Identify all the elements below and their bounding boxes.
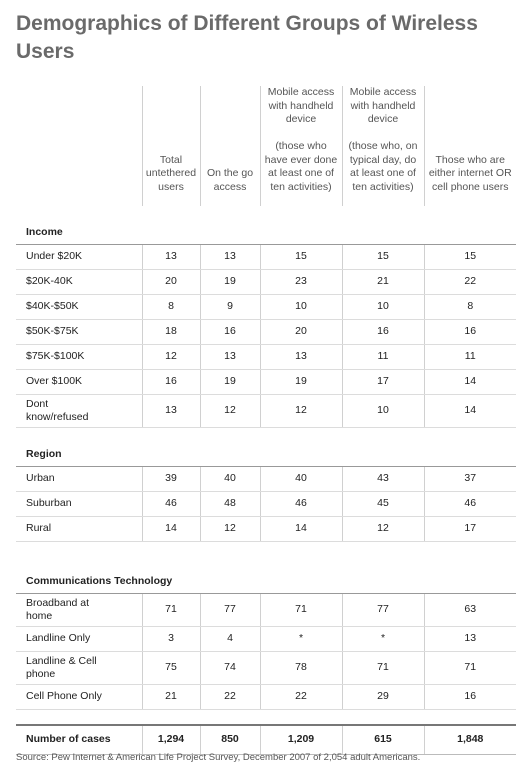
column-header: Total untethered users	[142, 86, 200, 206]
table-cell: 4	[200, 627, 260, 652]
section-header-row	[16, 542, 516, 594]
table-cell: *	[342, 627, 424, 652]
table-row	[16, 517, 516, 542]
table-cell: 21	[142, 685, 200, 710]
table-cell: 43	[342, 467, 424, 492]
table-cell: 17	[424, 517, 516, 542]
table-row	[16, 295, 516, 320]
divider-cell	[16, 710, 516, 726]
table-cell: 19	[200, 270, 260, 295]
total-row	[16, 725, 516, 755]
row-label: Under $20K	[16, 245, 142, 270]
row-label: Dont know/refused	[16, 395, 142, 428]
table-cell: 21	[342, 270, 424, 295]
table-row	[16, 685, 516, 710]
total-cell: 1,294	[142, 725, 200, 755]
table-cell: 15	[260, 245, 342, 270]
row-label: Rural	[16, 517, 142, 542]
table-cell: 71	[142, 594, 200, 627]
table-cell: 13	[424, 627, 516, 652]
table-cell: 14	[424, 370, 516, 395]
table-cell: 37	[424, 467, 516, 492]
column-header: Mobile access with handheld device (those who have ever done at least one of ten activities)	[260, 86, 342, 206]
demographics-table	[16, 86, 516, 755]
total-cell: 1,209	[260, 725, 342, 755]
table-cell: 16	[200, 320, 260, 345]
row-label: Over $100K	[16, 370, 142, 395]
table-cell: 19	[200, 370, 260, 395]
column-header: Those who are either internet OR cell phone users	[424, 86, 516, 206]
row-label: $50K-$75K	[16, 320, 142, 345]
table-cell: 46	[260, 492, 342, 517]
table-cell: 18	[142, 320, 200, 345]
table-cell: 78	[260, 652, 342, 685]
table-cell: 13	[142, 245, 200, 270]
table-cell: 29	[342, 685, 424, 710]
table-cell: 9	[200, 295, 260, 320]
table-cell: 74	[200, 652, 260, 685]
table-cell: 14	[424, 395, 516, 428]
header-blank	[16, 86, 142, 206]
row-label: Landline & Cell phone	[16, 652, 142, 685]
row-label: Landline Only	[16, 627, 142, 652]
table-cell: 12	[342, 517, 424, 542]
table-cell: 75	[142, 652, 200, 685]
total-cell: 1,848	[424, 725, 516, 755]
table-cell: 13	[260, 345, 342, 370]
table-row	[16, 594, 516, 627]
table-cell: 10	[260, 295, 342, 320]
table-row	[16, 627, 516, 652]
table-cell: *	[260, 627, 342, 652]
table-cell: 20	[142, 270, 200, 295]
total-cell: 615	[342, 725, 424, 755]
source-note: Source: Pew Internet & American Life Project Survey, December 2007 of 2,054 adult Americans.	[16, 752, 421, 763]
table-cell: 16	[424, 320, 516, 345]
row-label: Cell Phone Only	[16, 685, 142, 710]
section-header-row	[16, 206, 516, 245]
table-row	[16, 492, 516, 517]
table-cell: 13	[142, 395, 200, 428]
table-cell: 17	[342, 370, 424, 395]
table-cell: 16	[142, 370, 200, 395]
table-cell: 12	[260, 395, 342, 428]
table-cell: 71	[260, 594, 342, 627]
table-cell: 8	[142, 295, 200, 320]
section-title: Region	[16, 428, 516, 467]
table-cell: 77	[342, 594, 424, 627]
table-cell: 12	[200, 517, 260, 542]
table-row	[16, 652, 516, 685]
table-cell: 63	[424, 594, 516, 627]
table-row	[16, 467, 516, 492]
table-cell: 22	[260, 685, 342, 710]
table-cell: 71	[342, 652, 424, 685]
table-cell: 20	[260, 320, 342, 345]
table-cell: 14	[260, 517, 342, 542]
table-cell: 11	[342, 345, 424, 370]
row-label: Suburban	[16, 492, 142, 517]
table-cell: 13	[200, 345, 260, 370]
table-cell: 45	[342, 492, 424, 517]
table-header-row	[16, 86, 516, 206]
table-row	[16, 320, 516, 345]
table-cell: 15	[342, 245, 424, 270]
section-title: Communications Technology	[16, 542, 516, 594]
table-cell: 39	[142, 467, 200, 492]
total-divider	[16, 710, 516, 726]
total-cell: 850	[200, 725, 260, 755]
table-body	[16, 206, 516, 755]
row-label: Broadband at home	[16, 594, 142, 627]
table-cell: 16	[342, 320, 424, 345]
table-cell: 13	[200, 245, 260, 270]
table-cell: 48	[200, 492, 260, 517]
table-cell: 12	[142, 345, 200, 370]
table-cell: 77	[200, 594, 260, 627]
table-cell: 46	[424, 492, 516, 517]
table-cell: 15	[424, 245, 516, 270]
table-cell: 40	[260, 467, 342, 492]
table-cell: 22	[424, 270, 516, 295]
total-label: Number of cases	[16, 725, 142, 755]
table-cell: 71	[424, 652, 516, 685]
table-cell: 3	[142, 627, 200, 652]
row-label: Urban	[16, 467, 142, 492]
table-cell: 46	[142, 492, 200, 517]
table-row	[16, 370, 516, 395]
table-cell: 40	[200, 467, 260, 492]
section-title: Income	[16, 206, 516, 245]
table-cell: 11	[424, 345, 516, 370]
table-cell: 10	[342, 395, 424, 428]
column-header: Mobile access with handheld device (those who, on typical day, do at least one of ten activities)	[342, 86, 424, 206]
table-cell: 16	[424, 685, 516, 710]
table-cell: 22	[200, 685, 260, 710]
table-cell: 23	[260, 270, 342, 295]
table-row	[16, 270, 516, 295]
table-row	[16, 345, 516, 370]
page-title: Demographics of Different Groups of Wireless Users	[16, 12, 478, 63]
row-label: $20K-40K	[16, 270, 142, 295]
table-row	[16, 395, 516, 428]
table-row	[16, 245, 516, 270]
table-cell: 19	[260, 370, 342, 395]
table-cell: 10	[342, 295, 424, 320]
column-header: On the go access	[200, 86, 260, 206]
section-header-row	[16, 428, 516, 467]
table-cell: 8	[424, 295, 516, 320]
row-label: $40K-$50K	[16, 295, 142, 320]
table-cell: 12	[200, 395, 260, 428]
table-cell: 14	[142, 517, 200, 542]
row-label: $75K-$100K	[16, 345, 142, 370]
